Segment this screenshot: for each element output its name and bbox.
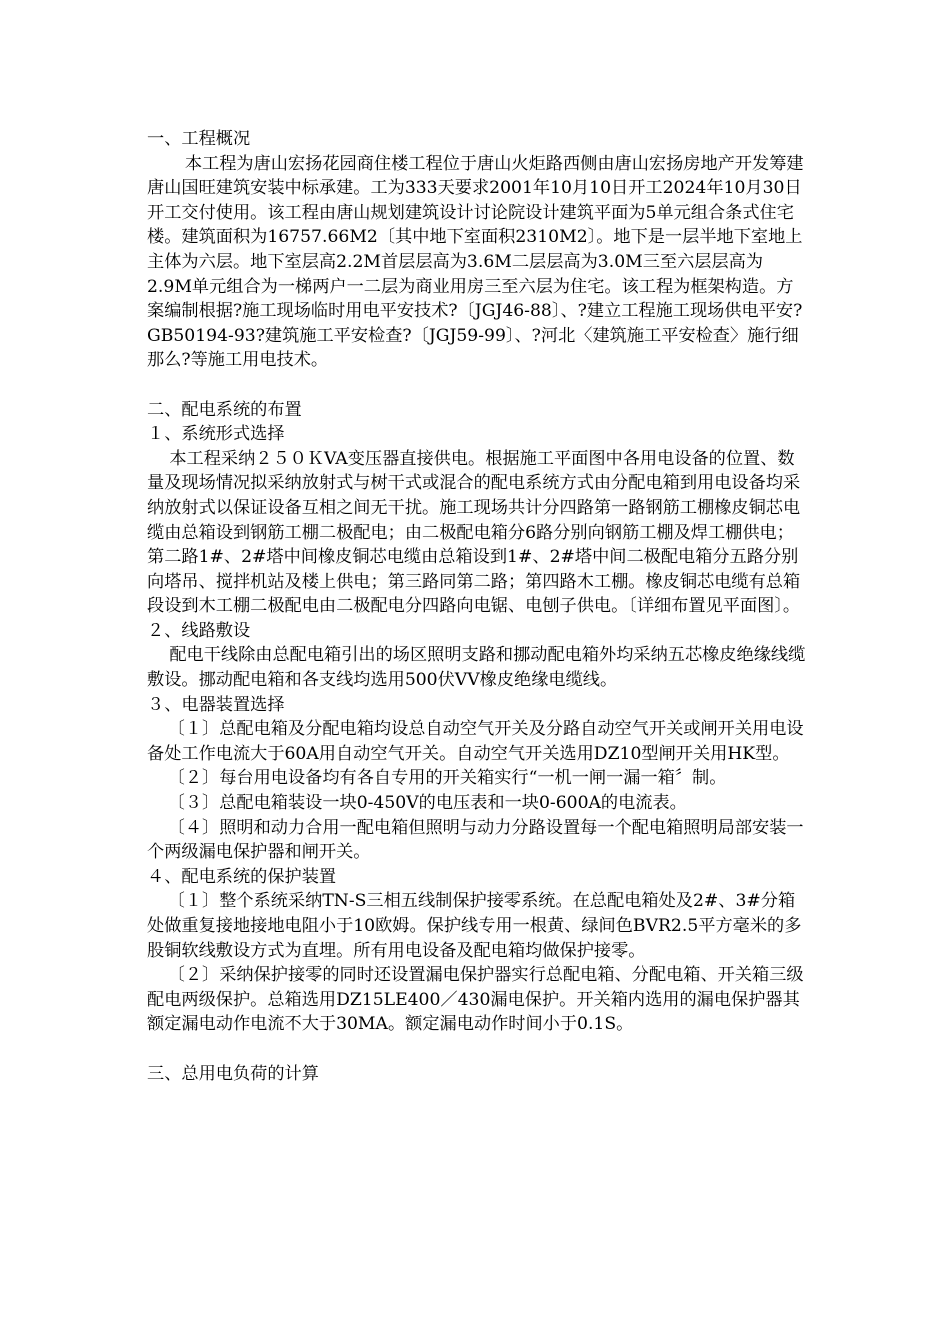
section-3-heading: 三、总用电负荷的计算 [147,1063,319,1084]
document-body [147,127,807,1086]
section-1-paragraph: 本工程为唐山宏扬花园商住楼工程位于唐山火炬路西侧由唐山宏扬房地产开发筹建唐山国旺建筑安装中标承建。工为333天要求2001年10月10日开工2024年10月30日开工交付使用。该工程由唐山规划建筑设计讨论院设计建筑平面为5单元组合条式住宅楼。建筑面积为16757.66M2〔其中地下室面积2310M2〕。地下是一层半地下室地上主体为六层。地下室层高2.2M首层层高为3.6M二层层高为3.0M三至六层层高为2.9M单元组合为一梯两户一二层为商业用房三至六层为住宅。该工程为框架构造。方案编制根据?施工现场临时用电平安技术?〔JGJ46-88〕、?建立工程施工现场供电平安?GB50194-93?建筑施工平安检查?〔JGJ59-99〕、?河北〈建筑施工平安检查〉施行细那么?等施工用电技术。 [147,153,804,371]
section-2-3-heading: ３、电器装置选择 [147,694,285,715]
section-2-4-item: 〔２〕采纳保护接零的同时还设置漏电保护器实行总配电箱、分配电箱、开关箱三级配电两级保护。总箱选用DZ15LE400／430漏电保护。开关箱内选用的漏电保护器其额定漏电动作电流不大于30MA。额定漏电动作时间小于0.1S。 [147,965,804,1035]
section-2-3-item: 〔２〕每台用电设备均有各自专用的开关箱实行“一机一闸一漏一箱〞制。 [167,768,727,789]
section-2-4-item: 〔１〕整个系统采纳TN-S三相五线制保护接零系统。在总配电箱处及2#、3#分箱处做重复接地接地电阻小于10欧姆。保护线专用一根黄、绿间色BVR2.5平方毫米的多股铜软线敷设方式为直埋。所有用电设备及配电箱均做保护接零。 [147,891,802,961]
section-2-2-paragraph: 配电干线除由总配电箱引出的场区照明支路和挪动配电箱外均采纳五芯橡皮绝缘线缆敷设。挪动配电箱和各支线均选用500伏VV橡皮绝缘电缆线。 [147,645,806,691]
section-2-3-item: 〔４〕照明和动力合用一配电箱但照明与动力分路设置每一个配电箱照明局部安装一个两级漏电保护器和闸开关。 [147,817,804,863]
blank-line [147,373,807,398]
section-2-3-item: 〔１〕总配电箱及分配电箱均设总自动空气开关及分路自动空气开关或闸开关用电设备处工作电流大于60A用自动空气开关。自动空气开关选用DZ10型闸开关用HK型。 [147,719,804,764]
section-2-2-heading: ２、线路敷设 [147,620,251,641]
blank-line [147,1037,807,1062]
section-2-1-heading: １、系统形式选择 [147,424,285,445]
section-2-1-paragraph: 本工程采纳２５０ＫVA变压器直接供电。根据施工平面图中各用电设备的位置、数量及现场情况拟采纳放射式与树干式或混合的配电系统方式由分配电箱到用电设备均采纳放射式以保证设备互相之间无干扰。施工现场共计分四路第一路钢筋工棚橡皮铜芯电缆由总箱设到钢筋工棚二极配电；由二极配电箱分6路分别向钢筋工棚及焊工棚供电；第二路1#、2#塔中间橡皮铜芯电缆由总箱设到1#、2#塔中间二极配电箱分五路分别向塔吊、搅拌机站及楼上供电；第三路同第二路；第四路木工棚。橡皮铜芯电缆有总箱段设到木工棚二极配电由二极配电分四路向电锯、电刨子供电。〔详细布置见平面图〕。 [147,448,801,617]
section-2-heading: 二、配电系统的布置 [147,399,302,420]
section-2-4-heading: ４、配电系统的保护装置 [147,866,337,887]
section-1-heading: 一、工程概况 [147,129,251,149]
section-2-3-item: 〔３〕总配电箱装设一块0-450V的电压表和一块0-600A的电流表。 [167,793,687,814]
